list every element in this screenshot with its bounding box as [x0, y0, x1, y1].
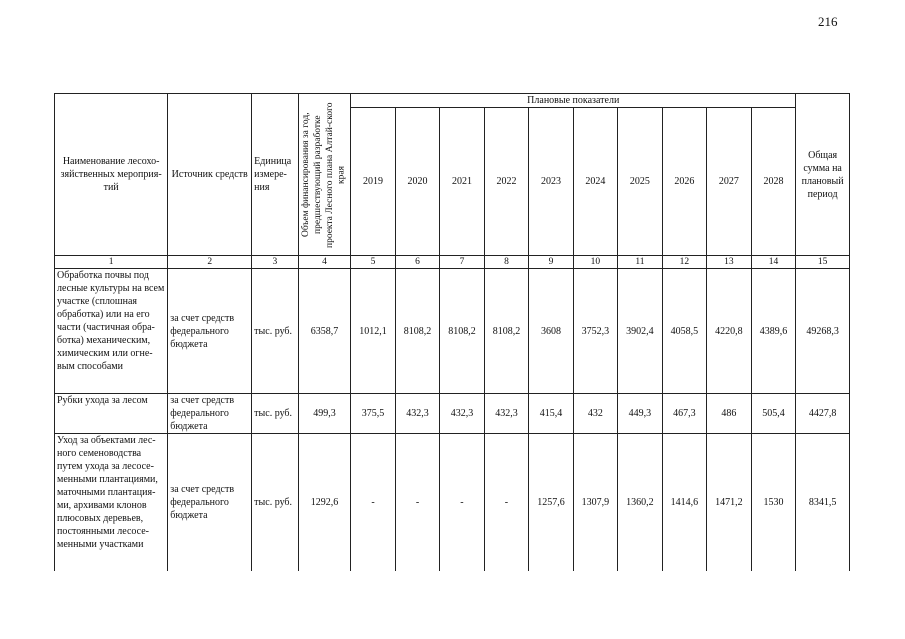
header-plan-indicators: Плановые показатели: [351, 94, 796, 108]
year-value: 3752,3: [573, 269, 617, 394]
year-value: 1530: [751, 434, 796, 572]
column-number: 5: [351, 256, 395, 269]
year-value: 415,4: [529, 394, 573, 434]
column-number: 4: [298, 256, 351, 269]
year-header: 2019: [351, 108, 395, 256]
unit: тыс. руб.: [252, 434, 299, 572]
year-value: -: [395, 434, 439, 572]
year-value: 3902,4: [618, 269, 662, 394]
header-previous-year-funding: [298, 94, 351, 256]
year-value: 432: [573, 394, 617, 434]
previous-year-value: 1292,6: [298, 434, 351, 572]
year-header: 2023: [529, 108, 573, 256]
year-value: 1257,6: [529, 434, 573, 572]
unit: тыс. руб.: [252, 269, 299, 394]
header-total: Общая сумма на плановый период: [796, 94, 850, 256]
header-previous-year-funding-text: Объем финансирования за год, предшествующий разработке проекта Лесного плана Алтай-ского края: [300, 101, 347, 248]
year-header: 2027: [707, 108, 751, 256]
year-header: 2026: [662, 108, 706, 256]
activity-name: Обработка почвы под лесные культуры на всем участке (сплошная обработка) или на его части (частичная обра-ботка) механическим, химическим или огне-вым способами: [55, 269, 168, 394]
year-header: 2028: [751, 108, 796, 256]
column-number: 1: [55, 256, 168, 269]
table-row: [55, 269, 850, 394]
year-value: 432,3: [440, 394, 484, 434]
table-row: [55, 434, 850, 572]
table-row: [55, 394, 850, 434]
year-value: 1360,2: [618, 434, 662, 572]
column-number: 13: [707, 256, 751, 269]
year-value: -: [440, 434, 484, 572]
year-value: 505,4: [751, 394, 796, 434]
year-header: 2022: [484, 108, 528, 256]
year-value: 8108,2: [395, 269, 439, 394]
year-header: 2025: [618, 108, 662, 256]
funding-source: за счет средств федерального бюджета: [168, 269, 252, 394]
year-header: 2021: [440, 108, 484, 256]
year-header: 2024: [573, 108, 617, 256]
total-value: 49268,3: [796, 269, 850, 394]
column-number: 11: [618, 256, 662, 269]
total-value: 8341,5: [796, 434, 850, 572]
column-number: 12: [662, 256, 706, 269]
funding-source: за счет средств федерального бюджета: [168, 394, 252, 434]
year-value: -: [484, 434, 528, 572]
year-value: 4389,6: [751, 269, 796, 394]
column-number: 6: [395, 256, 439, 269]
year-value: -: [351, 434, 395, 572]
column-number: 8: [484, 256, 528, 269]
column-number: 10: [573, 256, 617, 269]
previous-year-value: 6358,7: [298, 269, 351, 394]
column-number-row: [55, 256, 850, 269]
page-number: 216: [818, 14, 838, 29]
unit: тыс. руб.: [252, 394, 299, 434]
year-value: 1012,1: [351, 269, 395, 394]
column-number: 15: [796, 256, 850, 269]
column-number: 9: [529, 256, 573, 269]
header-funding-source: Источник средств: [168, 94, 252, 256]
year-value: 432,3: [395, 394, 439, 434]
year-value: 375,5: [351, 394, 395, 434]
total-value: 4427,8: [796, 394, 850, 434]
year-value: 1471,2: [707, 434, 751, 572]
year-value: 8108,2: [484, 269, 528, 394]
funding-source: за счет средств федерального бюджета: [168, 434, 252, 572]
column-number: 14: [751, 256, 796, 269]
previous-year-value: 499,3: [298, 394, 351, 434]
header-row-1: [55, 94, 850, 108]
column-number: 7: [440, 256, 484, 269]
year-value: 432,3: [484, 394, 528, 434]
year-value: 1307,9: [573, 434, 617, 572]
activity-name: Уход за объектами лес-ного семеноводства путем ухода за лесосе-менными плантациями, маточными плантация-ми, архивами клонов плюсовых деревьев, постоянными лесосе-менными участками: [55, 434, 168, 572]
plan-table: [54, 93, 850, 571]
year-value: 4220,8: [707, 269, 751, 394]
year-value: 486: [707, 394, 751, 434]
column-number: 3: [252, 256, 299, 269]
year-value: 3608: [529, 269, 573, 394]
year-value: 8108,2: [440, 269, 484, 394]
year-value: 1414,6: [662, 434, 706, 572]
year-value: 449,3: [618, 394, 662, 434]
column-number: 2: [168, 256, 252, 269]
year-value: 4058,5: [662, 269, 706, 394]
activity-name: Рубки ухода за лесом: [55, 394, 168, 434]
header-unit: Единица измере-ния: [252, 94, 299, 256]
year-header: 2020: [395, 108, 439, 256]
year-value: 467,3: [662, 394, 706, 434]
header-activity-name: Наименование лесохо-зяйственных мероприя-тий: [55, 94, 168, 256]
